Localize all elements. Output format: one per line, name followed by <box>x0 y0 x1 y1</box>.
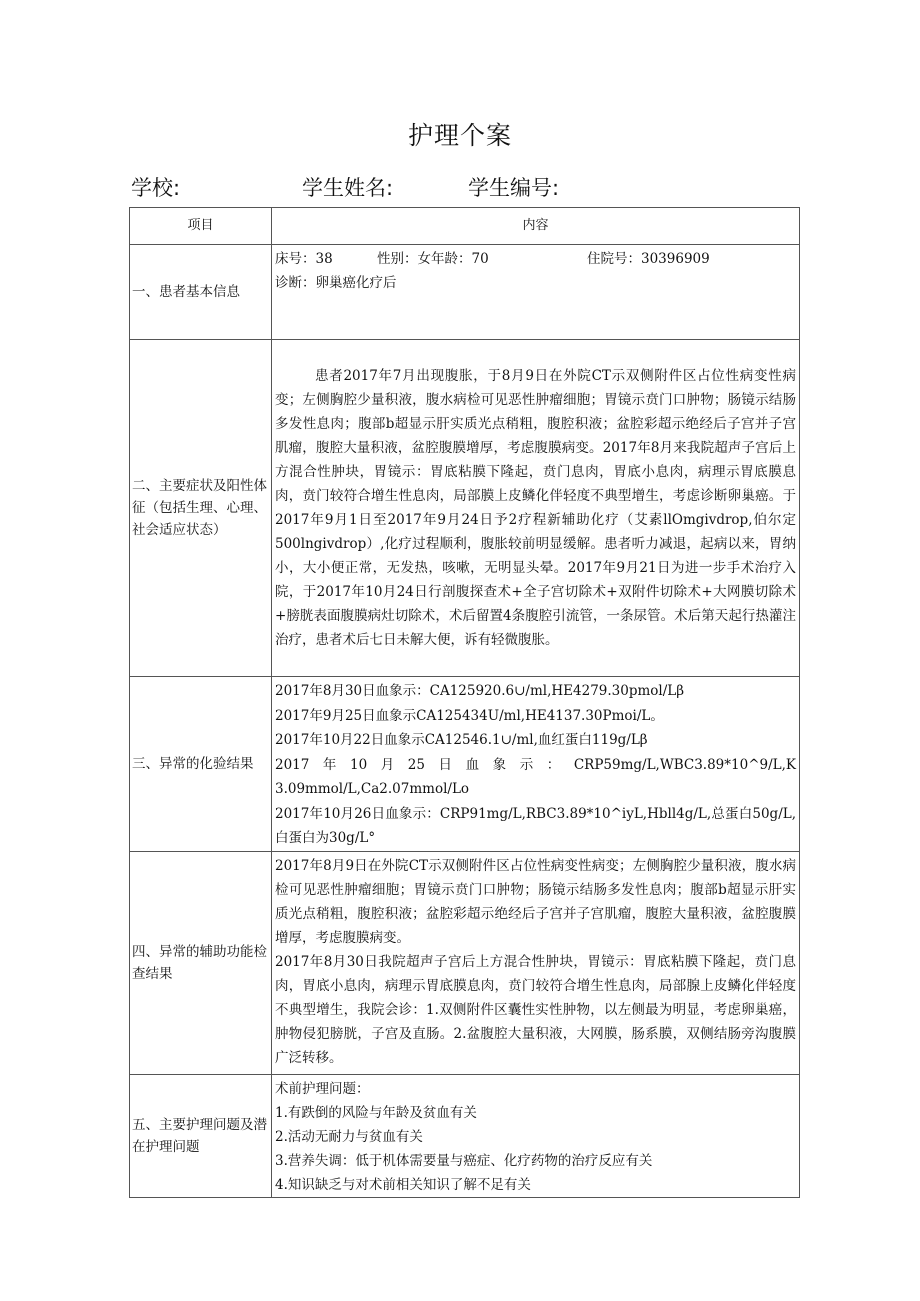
gender-age: 性别：女年龄：70 <box>377 251 489 267</box>
nursing-line: 2.活动无耐力与贫血有关 <box>275 1128 423 1145</box>
row-content-symptoms <box>272 340 800 677</box>
symptoms-text: 患者2017年7月出现腹胀，于8月9日在外院CT示双侧附件区占位性病变性病变；左侧胸腔少量积液，腹水病检可见恶性肿瘤细胞；胃镜示贲门口肿物；肠镜示结肠多发性息肉；腹部b超显示肝实质光点稍粗，腹腔积液；盆腔彩超示绝经后子宫并子宫肌瘤，腹腔大量积液，盆腔腹膜增厚，考虑腹膜病变。2017年8月来我院超声子宫后上方混合性肿块，胃镜示：胃底粘膜下隆起，贲门息肉，胃底小息肉，病理示胃底膜息肉，贲门较符合增生性息肉，局部膜上皮鳞化伴轻度不典型增生，考虑诊断卵巢癌。于2017年9月1日至2017年9月24日予2疗程新辅助化疗（艾素llOmgivdrop,伯尔定500lngivdrop）,化疗过程顺利，腹胀较前明显缓解。患者听力减退，起病以来，胃纳小，大小便正常，无发热，咳嗽，无明显头晕。2017年9月21日为进一步手术治疗入院，于2017年10月24日行剖腹探查术+全子宫切除术+双附件切除术+大网膜切除术+膀胱表面腹膜病灶切除术，术后留置4条腹腔引流管，一条尿管。术后第天起行热灌注治疗，患者术后七日未解大便，诉有轻微腹胀。 <box>275 368 796 648</box>
lab-line: 2017年10月22日血象示CA12546.1∪/ml,血红蛋白119g/Lβ <box>275 732 648 748</box>
page-title: 护理个案 <box>407 121 512 150</box>
exam-paragraph: 2017年8月9日在外院CT示双侧附件区占位性病变性病变；左侧胸腔少量积液，腹水病检可见恶性肿瘤细胞；胃镜示贲门口肿物；肠镜示结肠多发性息肉；腹部b超显示肝实质光点稍粗，腹腔积液；盆腔彩超示绝经后子宫并子宫肌瘤，腹腔大量积液，盆腔腹膜增厚，考虑腹膜病变。 <box>275 857 796 946</box>
table-row <box>130 851 800 1074</box>
lab-line: 2017年10月25日血象示：CRP59mg/L,WBC3.89*10^9/L,K 3.09mmol/L,Ca2.07mmol/Lo <box>275 756 796 797</box>
nursing-line: 4.知识缺乏与对术前相关知识了解不足有关 <box>275 1176 531 1193</box>
diagnosis: 诊断：卵巢癌化疗后 <box>275 275 397 291</box>
header-item: 项目 <box>130 208 272 245</box>
table-header-row <box>130 208 800 245</box>
row-label-basic-info: 一、患者基本信息 <box>130 245 272 340</box>
table-row <box>130 677 800 852</box>
lab-line: 2017年8月30日血象示：CA125920.6∪/ml,HE4279.30pmol/Lβ <box>275 683 685 699</box>
lab-line: 2017年10月26日血象示：CRP91mg/L,RBC3.89*10^iyL,Hbll4g/L,总蛋白50g/L,白蛋白为30g/L° <box>275 805 796 846</box>
table-row <box>130 340 800 677</box>
header-content: 内容 <box>272 208 800 245</box>
row-label-aux-exams: 四、异常的辅助功能检查结果 <box>130 851 272 1074</box>
student-name-label: 学生姓名: <box>302 176 394 200</box>
lab-line: 2017年9月25日血象示CA125434U/ml,HE4137.30Pmoi/L。 <box>275 707 664 724</box>
nursing-line: 3.营养失调：低于机体需要量与癌症、化疗药物的治疗反应有关 <box>275 1152 653 1169</box>
care-case-table <box>129 207 800 1198</box>
bed-number: 床号：38 <box>275 251 333 267</box>
school-label: 学校: <box>131 176 181 200</box>
student-id-label: 学生编号: <box>468 176 560 200</box>
exam-paragraph: 2017年8月30日我院超声子宫后上方混合性肿块，胃镜示：胃底粘膜下隆起，贲门息肉，胃底小息肉，病理示胃底膜息肉，贲门较符合增生性息肉，局部腺上皮鳞化伴轻度不典型增生，我院会诊：1.双侧附件区囊性实性肿物，以左侧最为明显，考虑卵巢癌，肿物侵犯膀胱，子宫及直肠。2.盆腹腔大量积液，大网膜，肠系膜，双侧结肠旁沟腹膜广泛转移。 <box>275 953 796 1066</box>
nursing-line: 术前护理问题： <box>275 1080 370 1097</box>
row-label-nursing-problems: 五、主要护理问题及潜在护理问题 <box>130 1074 272 1197</box>
table-row <box>130 1074 800 1197</box>
row-label-lab-results: 三、异常的化验结果 <box>130 677 272 852</box>
nursing-line: 1.有跌倒的风险与年龄及贫血有关 <box>275 1104 477 1121</box>
row-content-lab-results <box>272 677 800 852</box>
row-content-aux-exams <box>272 851 800 1074</box>
row-label-symptoms: 二、主要症状及阳性体征（包括生理、心理、社会适应状态） <box>130 340 272 677</box>
admission-number: 住院号：30396909 <box>587 251 710 267</box>
row-content-nursing-problems <box>272 1074 800 1197</box>
table-row <box>130 245 800 340</box>
row-content-basic-info <box>272 245 800 340</box>
